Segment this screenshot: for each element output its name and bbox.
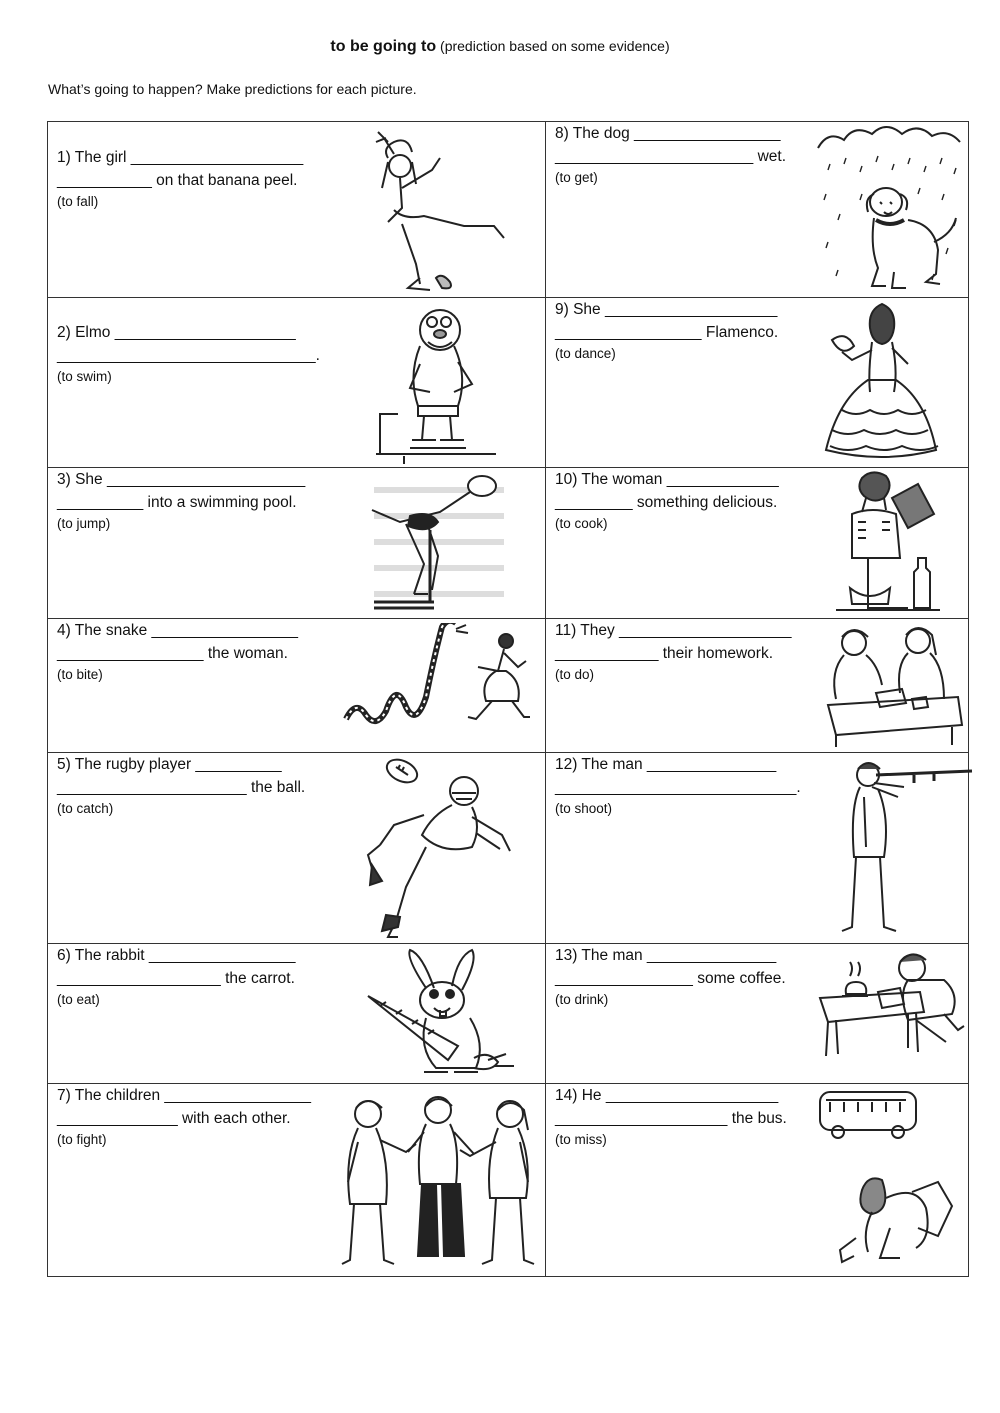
exercise-cell-3	[48, 468, 545, 618]
children-fighting-icon	[338, 1092, 538, 1272]
exercise-2-hint: (to swim)	[57, 369, 112, 384]
exercise-12-line2: ____________________________.	[555, 779, 801, 796]
exercise-cell-4	[48, 619, 545, 752]
exercise-14-line1: 14) He ____________________	[555, 1087, 779, 1104]
exercise-table	[47, 121, 969, 1277]
exercise-1-hint: (to fall)	[57, 194, 99, 209]
girl-slipping-icon	[366, 128, 516, 296]
exercise-4-line1: 4) The snake _________________	[57, 622, 299, 639]
table-row	[48, 753, 968, 944]
man-coffee-icon	[816, 946, 968, 1064]
exercise-4-line2: _________________ the woman.	[57, 645, 288, 662]
exercise-6-line1: 6) The rabbit _________________	[57, 947, 296, 964]
exercise-4-hint: (to bite)	[57, 667, 103, 682]
exercise-13-line2: ________________ some coffee.	[555, 970, 786, 987]
exercise-9-hint: (to dance)	[555, 346, 616, 361]
table-row	[48, 468, 968, 619]
exercise-1-line1: 1) The girl ____________________	[57, 149, 304, 166]
exercise-8-hint: (to get)	[555, 170, 598, 185]
exercise-7-line2: ______________ with each other.	[57, 1110, 291, 1127]
woman-cooking-icon	[832, 468, 944, 614]
exercise-cell-8	[546, 122, 968, 297]
exercise-cell-14	[546, 1084, 968, 1278]
table-row	[48, 122, 968, 298]
exercise-6-line2: ___________________ the carrot.	[57, 970, 295, 987]
instructions: What’s going to happen? Make predictions for each picture.	[48, 81, 417, 97]
exercise-8-line2: _______________________ wet.	[555, 148, 787, 165]
exercise-3-line2: __________ into a swimming pool.	[57, 494, 297, 511]
exercise-13-hint: (to drink)	[555, 992, 609, 1007]
exercise-14-hint: (to miss)	[555, 1132, 607, 1147]
exercise-2-line1: 2) Elmo _____________________	[57, 324, 296, 341]
table-row	[48, 619, 968, 753]
exercise-5-hint: (to catch)	[57, 801, 114, 816]
students-homework-icon	[826, 623, 966, 749]
exercise-11-line2: ____________ their homework.	[555, 645, 774, 662]
exercise-10-hint: (to cook)	[555, 516, 608, 531]
exercise-11-hint: (to do)	[555, 667, 595, 682]
title-subtitle: (prediction based on some evidence)	[436, 38, 670, 54]
woman-diving-icon	[370, 470, 510, 614]
exercise-12-line1: 12) The man _______________	[555, 756, 777, 773]
exercise-3-hint: (to jump)	[57, 516, 111, 531]
exercise-2-line2: ______________________________.	[57, 347, 320, 364]
exercise-5-line2: ______________________ the ball.	[57, 779, 306, 796]
table-row	[48, 1084, 968, 1278]
snake-chasing-woman-icon	[342, 623, 530, 727]
exercise-6-hint: (to eat)	[57, 992, 100, 1007]
exercise-14-line2: ____________________ the bus.	[555, 1110, 787, 1127]
table-row	[48, 944, 968, 1084]
man-rifle-icon	[834, 757, 974, 937]
rugby-player-icon	[360, 755, 520, 941]
exercise-cell-1	[48, 122, 545, 297]
table-row	[48, 298, 968, 468]
rabbit-carrot-icon	[364, 948, 520, 1080]
exercise-3-line1: 3) She _______________________	[57, 471, 306, 488]
exercise-10-line2: _________ something delicious.	[555, 494, 778, 511]
exercise-9-line2: _________________ Flamenco.	[555, 324, 779, 341]
exercise-cell-7	[48, 1084, 545, 1278]
exercise-7-hint: (to fight)	[57, 1132, 107, 1147]
exercise-cell-12	[546, 753, 968, 943]
exercise-cell-5	[48, 753, 545, 943]
exercise-7-line1: 7) The children _________________	[57, 1087, 311, 1104]
boy-running-bus-icon	[816, 1088, 960, 1264]
exercise-cell-9	[546, 298, 968, 467]
exercise-12-hint: (to shoot)	[555, 801, 613, 816]
exercise-5-line1: 5) The rugby player __________	[57, 756, 282, 773]
exercise-11-line1: 11) They ____________________	[555, 622, 792, 639]
title-main: to be going to	[330, 38, 437, 55]
exercise-cell-10	[546, 468, 968, 618]
exercise-cell-11	[546, 619, 968, 752]
exercise-cell-6	[48, 944, 545, 1083]
exercise-13-line1: 13) The man _______________	[555, 947, 777, 964]
elmo-diving-icon	[374, 304, 510, 464]
exercise-10-line1: 10) The woman _____________	[555, 471, 779, 488]
exercise-cell-2	[48, 298, 545, 467]
page-title	[0, 38, 1000, 56]
exercise-9-line1: 9) She ____________________	[555, 301, 778, 318]
exercise-1-line2: ___________ on that banana peel.	[57, 172, 298, 189]
flamenco-dancer-icon	[822, 300, 942, 462]
dog-in-rain-icon	[816, 124, 968, 296]
exercise-cell-13	[546, 944, 968, 1083]
exercise-8-line1: 8) The dog _________________	[555, 125, 781, 142]
